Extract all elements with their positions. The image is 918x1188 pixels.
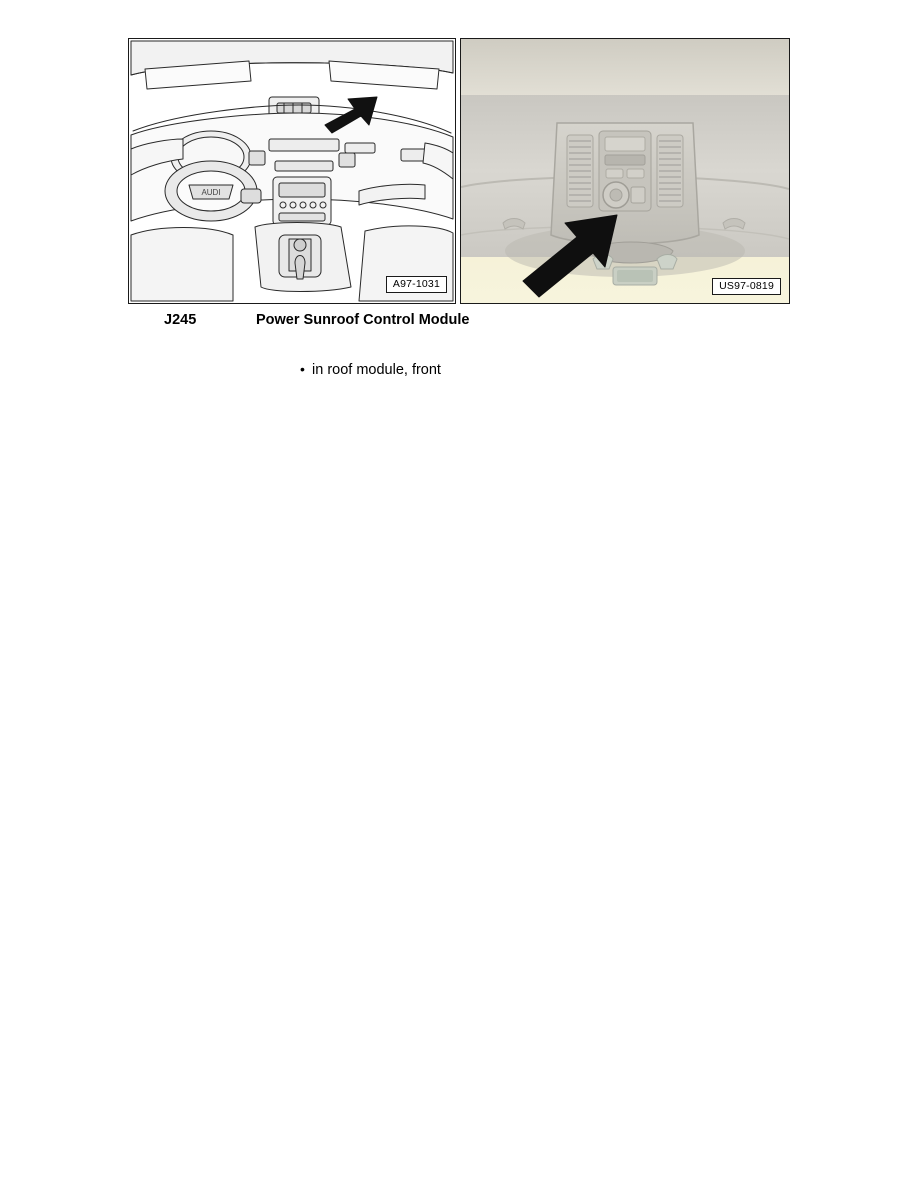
dashboard-illustration-svg — [129, 39, 455, 303]
dashboard-interior-illustration — [128, 38, 456, 304]
figure-tag-right: US97-0819 — [712, 278, 781, 295]
svg-text:AUDI: AUDI — [201, 188, 221, 197]
location-bullet — [300, 360, 441, 378]
bullet-text: in roof module, front — [312, 362, 441, 378]
figure-caption — [164, 312, 804, 332]
bullet-marker: • — [300, 361, 305, 377]
component-code: J245 — [164, 312, 197, 328]
figure-row — [128, 38, 790, 306]
component-title: Power Sunroof Control Module — [256, 312, 470, 328]
roof-module-photo — [460, 38, 790, 304]
roof-module-photo-svg — [461, 39, 789, 303]
figure-tag-left: A97-1031 — [386, 276, 447, 293]
